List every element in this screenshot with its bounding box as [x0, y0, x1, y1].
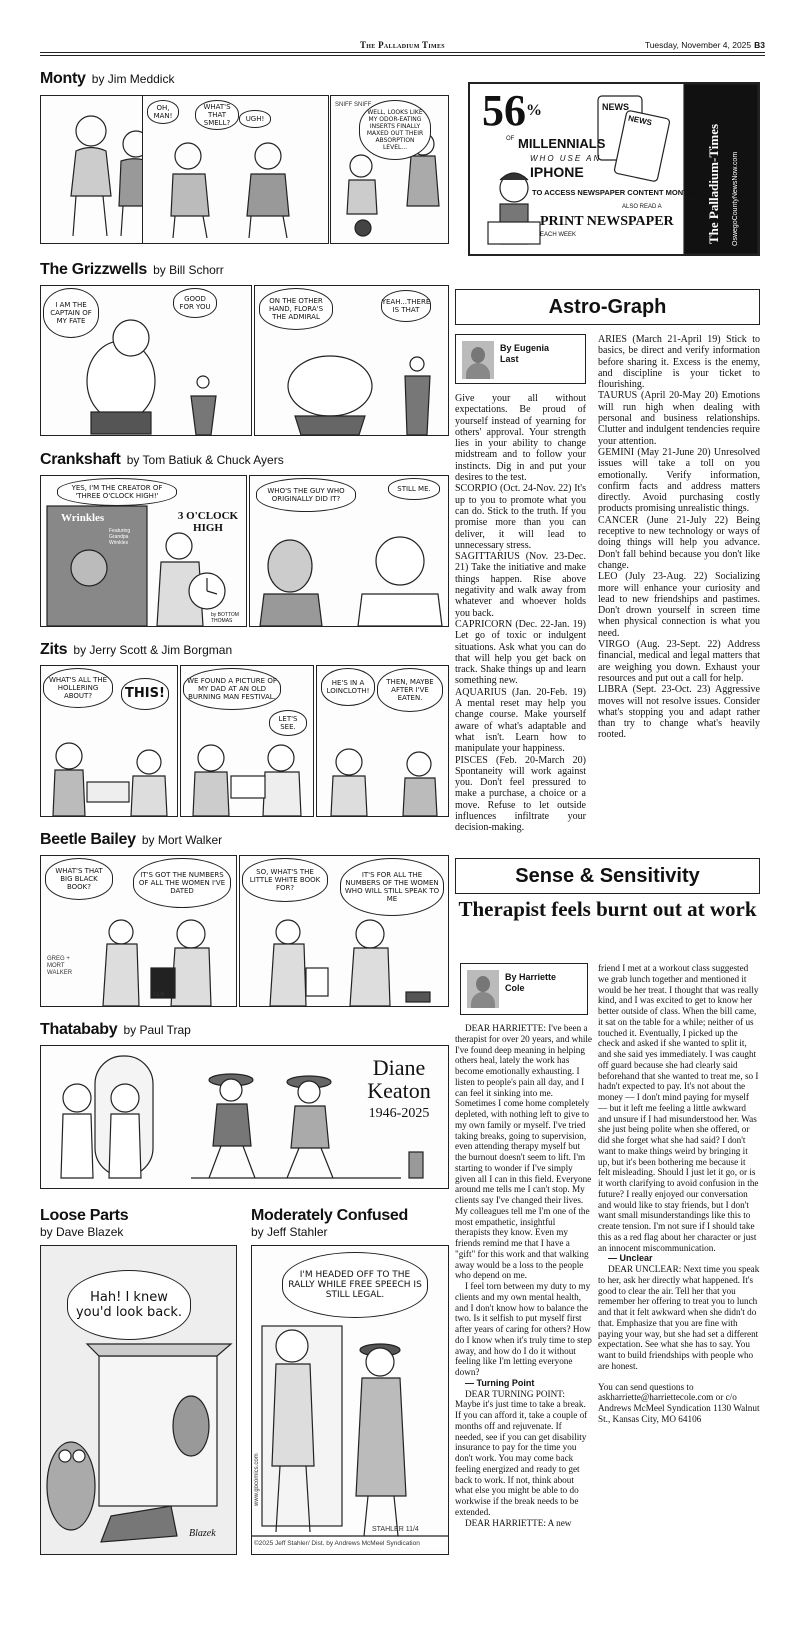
astro-pisces: PISCES (Feb. 20-March 20) Spontaneity will work against you. Don't feel pressured to make a purchase, a choice or a move. Refuse to let outside influences infiltrate your decision-making.	[455, 754, 586, 834]
astro-taurus: TAURUS (April 20-May 20) Emotions will run high when dealing with personal and business relationships. Clutter and indulgent tendencies require your attention.	[598, 390, 760, 447]
astro-aquarius: AQUARIUS (Jan. 20-Feb. 19) A mental reset may help you change course. Make yourself aware of what's adaptable and what isn't. Learn how to manipulate your happiness.	[455, 686, 586, 755]
monty-title: Monty by Jim Meddick	[40, 70, 175, 87]
monty-bubble-5: WELL, LOOKS LIKE MY ODOR-EATING INSERTS FINALLY MAXED OUT THEIR ABSORPTION LEVEL...	[359, 100, 431, 160]
looseparts-title: Loose Parts	[40, 1207, 129, 1224]
thatababy-title: Thatababy by Paul Trap	[40, 1021, 191, 1038]
ad-each-week: EACH WEEK	[540, 232, 577, 238]
sense-byline-box	[460, 963, 588, 1015]
beetle-bubble-1: WHAT'S THAT BIG BLACK BOOK?	[45, 858, 113, 900]
astro-libra: LIBRA (Sept. 23-Oct. 23) Aggressive moves will not resolve issues. Consider what's stopping you and adapt rather than try to change what's heavily rooted.	[598, 684, 760, 741]
zits-bubble-6: THEN, MAYBE AFTER I'VE EATEN.	[377, 668, 443, 712]
thatababy-tribute-years: 1946-2025	[368, 1106, 430, 1121]
ad-also-read: ALSO READ A	[622, 204, 662, 210]
grizzwells-panel-2	[254, 285, 449, 436]
zits-panel-3	[316, 665, 449, 817]
astro-intro: Give your all without expectations. Be proud of yourself instead of yearning for others' approval. Your strength lies in your ability to change midstream and to follow your instincts. Dig in and put your desires to the test.	[455, 393, 586, 484]
masthead	[40, 38, 765, 52]
ad-of: OF	[506, 136, 515, 142]
zits-panel-2	[180, 665, 314, 817]
moderately-site: www.gocomics.com	[254, 1453, 260, 1506]
beetle-panel-2	[239, 855, 449, 1007]
zits-bubble-4: LET'S SEE.	[269, 710, 307, 736]
astro-cancer: CANCER (June 21-July 22) Being receptive to new technology or ways of doing things will help you advance. Don't fall behind because you don't like change.	[598, 514, 760, 571]
harriette-cole-photo	[467, 970, 499, 1008]
astro-byline-box	[455, 334, 586, 384]
sense-sign-2: — Unclear	[608, 1253, 653, 1264]
looseparts-bubble: Hah! I knew you'd look back.	[67, 1270, 191, 1340]
crankshaft-title: Crankshaft by Tom Batiuk & Chuck Ayers	[40, 451, 284, 468]
looseparts-signature: Blazek	[189, 1528, 216, 1539]
thatababy-tribute-name: Diane Keaton	[367, 1055, 431, 1103]
crankshaft-bubble-3: STILL ME.	[388, 478, 440, 500]
ad-iphone: IPHONE	[530, 164, 584, 180]
monty-sniff: SNIFF SNIFF	[335, 102, 372, 108]
sense-col-1	[455, 1023, 592, 1528]
beetle-date: 11/4	[153, 992, 165, 998]
crankshaft-by-bottom: by BOTTOM THOMAS	[211, 612, 239, 624]
ad-news-2: NEWS	[627, 113, 653, 128]
crankshaft-sign-featuring: Featuring Grandpa Wrinkles	[109, 528, 131, 546]
grizzwells-panel-1	[40, 285, 252, 436]
paper-name: The Palladium Times	[360, 40, 445, 50]
sense-sign-1: — Turning Point	[465, 1377, 535, 1388]
crankshaft-panel-1	[40, 475, 247, 627]
grizzwells-title: The Grizzwells by Bill Schorr	[40, 261, 224, 278]
monty-panel-2	[142, 95, 329, 244]
astro-virgo: VIRGO (Aug. 23-Sept. 22) Address financial, medical and legal matters that are weighing you down. Exhaust your resources and put out a call for help.	[598, 639, 760, 684]
grizzwells-bubble-3: ON THE OTHER HAND, FLORA'S THE ADMIRAL	[259, 288, 333, 330]
sense-letter-2-body: friend I met at a workout class suggested we grab lunch together and mentioned it would be her treat. I thought that was really kind, and I was excited to get to know her better outside of class. When the bill came, it sat on the table for a while; neither of us touched it. Eventually, I picked up the check and asked if she wanted to split it, and she said yes immediately. I was caught off guard because she had clearly said beforehand that she wanted to treat me, so I hadn't expected to pay. It's not about the money — I don't mind paying for myself — but it left me feeling a little awkward and unsure if I had misunderstood her. Was she just being polite when she offered, or did she forget what she had said? I don't want to make things weird by bringing it up, but it's been bothering me because it felt misleading. Should I just let it go, or is it worth clarifying to avoid confusion in the future? I really enjoyed our conversation and would like to stay friends, but I don't want small misunderstandings like this to create tension. I'm not sure if I should take this as a red flag about her character or just an innocent miscommunication.	[598, 963, 759, 1253]
beetle-bubble-3: SO, WHAT'S THE LITTLE WHITE BOOK FOR?	[242, 858, 328, 902]
astro-byline: By Eugenia Last	[500, 343, 550, 364]
monty-bubble-2: WHAT'S THAT SMELL?	[195, 100, 239, 130]
monty-bubble-1: OH, MAN!	[147, 100, 179, 124]
crankshaft-panel-2	[249, 475, 449, 627]
sense-col-2	[598, 963, 760, 1425]
looseparts-byline: by Dave Blazek	[40, 1225, 124, 1239]
zits-bubble-1: WHAT'S ALL THE HOLLERING ABOUT?	[43, 668, 113, 708]
issue-date: Tuesday, November 4, 2025 B3	[644, 40, 765, 50]
astro-capricorn: CAPRICORN (Dec. 22-Jan. 19) Let go of toxic or indulgent situations. Ask what you can do that will help you get back on track. Shake things up and learn something new.	[455, 618, 586, 687]
sense-contact: You can send questions to askharriette@harriettecole.com or c/o Andrews McMeel Syndication 1130 Walnut St., Kansas City, MO 64106	[598, 1381, 760, 1424]
astro-scorpio: SCORPIO (Oct. 24-Nov. 22) It's up to you to promote what you can do. Stick to the truth. If you promise more than you can deliver, it will lead to unnecessary stress.	[455, 483, 586, 551]
beetle-bubble-4: IT'S FOR ALL THE NUMBERS OF THE WOMEN WHO WILL STILL SPEAK TO ME	[340, 858, 444, 916]
astro-col-1	[455, 393, 586, 834]
astro-heading: Astro-Graph	[455, 289, 760, 325]
astro-aries: ARIES (March 21-April 19) Stick to basics, be direct and verify information before sharing it. Excess is the enemy, and discipline is your ticket to flourishing.	[598, 334, 760, 391]
sense-heading: Sense & Sensitivity	[455, 858, 760, 894]
crankshaft-sign-wrinkles: Wrinkles	[61, 512, 105, 524]
thatababy-panel	[40, 1045, 449, 1189]
ad-brand: The Palladium-Times	[706, 123, 721, 244]
zits-panel-1	[40, 665, 178, 817]
moderately-credit: ©2025 Jeff Stahler/ Dist. by Andrews McMeel Syndication	[254, 1540, 444, 1547]
moderately-bubble: I'M HEADED OFF TO THE RALLY WHILE FREE SPEECH IS STILL LEGAL.	[282, 1252, 428, 1318]
looseparts-panel	[40, 1245, 237, 1555]
grizzwells-bubble-4: YEAH...THERE IS THAT	[381, 290, 431, 322]
ad-millennials: MILLENNIALS	[518, 136, 606, 151]
zits-title: Zits by Jerry Scott & Jim Borgman	[40, 641, 233, 658]
sense-answer-1: DEAR TURNING POINT: Maybe it's just time to take a break. If you can afford it, take a couple of months off and rejuvenate. If needed, see if you can get disability insurance to pay for the time you don't work. You may come back feeling energized and ready to get back to work. If not, think about what else you might be able to do workwise if the break needs to be extended.	[455, 1388, 588, 1517]
sense-letter-1-p2: I feel torn between my duty to my clients and my own mental health, and I don't know how to balance the two. Is it selfish to put myself first after years of caring for others? How do I know when it's truly time to step away, and how do I do it without feeling like I'm letting everyone down?	[455, 1281, 592, 1377]
sense-letter-2-start: DEAR HARRIETTE: A new	[465, 1517, 572, 1528]
ad-news-1: NEWS	[602, 102, 629, 112]
ad-print-newspaper: PRINT NEWSPAPER	[540, 214, 674, 229]
page-number: B3	[754, 40, 765, 50]
beetle-signature: GREG + MORT WALKER	[47, 956, 73, 976]
eugenia-last-photo	[462, 341, 494, 379]
moderately-panel	[251, 1245, 449, 1555]
beetle-panel-1	[40, 855, 237, 1007]
ad-to-access: TO ACCESS NEWSPAPER CONTENT MONTHLY	[532, 188, 703, 197]
moderately-byline: by Jeff Stahler	[251, 1225, 328, 1239]
sense-byline: By Harriette Cole	[505, 972, 557, 993]
sense-answer-2: DEAR UNCLEAR: Next time you speak to her, ask her directly what happened. It's good to clear the air. Tell her that you remember her offering to treat you to lunch and that it felt awkward when she didn't do that. Emphasize that you are fine with paying your way, but she had set a different expectation. See what she has to say. You want to build friendships with people who are honest.	[598, 1264, 760, 1371]
grizzwells-bubble-1: I AM THE CAPTAIN OF MY FATE	[43, 288, 99, 338]
moderately-title: Moderately Confused	[251, 1207, 408, 1224]
beetle-title: Beetle Bailey by Mort Walker	[40, 831, 223, 848]
grizzwells-bubble-2: GOOD FOR YOU	[173, 288, 217, 318]
zits-bubble-2: THIS!	[121, 678, 169, 710]
sense-letter-1-p1: DEAR HARRIETTE: I've been a therapist for over 20 years, and while I've found deep meaning in helping others heal, lately the work has become emotionally exhausting. I listen to people's pain all day, and I can feel it sinking into me. Sometimes I come home completely depleted, with nothing left to give to my own family or myself. I've tried taking breaks, going to supervision, even attending therapy myself but the burnout doesn't seem to lift. I'm starting to wonder if I've simply given all I can in this field. Everyone around me tells me I can't stop. My clients say I've changed their lives. My colleagues tell me I'm one of the most empathetic, insightful therapists they know. Even my friends remind me that I have a "gift" for this work and that walking away would be a loss to the people who depend on me.	[455, 1023, 593, 1281]
ad-who-use: WHO USE AN	[530, 154, 602, 163]
monty-bubble-3: UGH!	[239, 110, 271, 128]
astro-col-2	[598, 334, 760, 741]
zits-bubble-5: HE'S IN A LOINCLOTH!	[321, 668, 375, 706]
masthead-rule-2	[40, 55, 765, 56]
ad-percent: 56%	[482, 86, 542, 135]
crankshaft-bubble-1: YES, I'M THE CREATOR OF 'THREE O'CLOCK HIGH!'	[57, 478, 177, 506]
astro-gemini: GEMINI (May 21-June 20) Unresolved issues will take a toll on you emotionally. Verify information, confirm facts and address matters directly. Avoid purchasing costly products promising unrealistic things.	[598, 446, 760, 515]
astro-sagittarius: SAGITTARIUS (Nov. 23-Dec. 21) Take the initiative and make things happen. Rise above negativity and walk away from whatever and whoever holds you back.	[455, 551, 586, 619]
masthead-rule	[40, 52, 765, 53]
ad-site: OswegoCountyNewsNow.com	[732, 151, 739, 246]
zits-bubble-3: WE FOUND A PICTURE OF MY DAD AT AN OLD BURNING MAN FESTIVAL.	[183, 668, 281, 710]
sense-headline: Therapist feels burnt out at work	[458, 897, 757, 921]
crankshaft-sign-3oclock: 3 O'CLOCK HIGH	[177, 510, 239, 534]
monty-panel-3	[330, 95, 449, 244]
millennials-ad[interactable]	[468, 82, 760, 256]
moderately-signature: STAHLER 11/4	[372, 1526, 419, 1533]
astro-leo: LEO (July 23-Aug. 22) Socializing more will enhance your curiosity and lead to new friendships and pastimes. Don't drown yourself in screen time when physical connection is what you need.	[598, 571, 760, 639]
crankshaft-bubble-2: WHO'S THE GUY WHO ORIGINALLY DID IT?	[256, 478, 356, 512]
beetle-bubble-2: IT'S GOT THE NUMBERS OF ALL THE WOMEN I'VE DATED	[133, 858, 231, 908]
